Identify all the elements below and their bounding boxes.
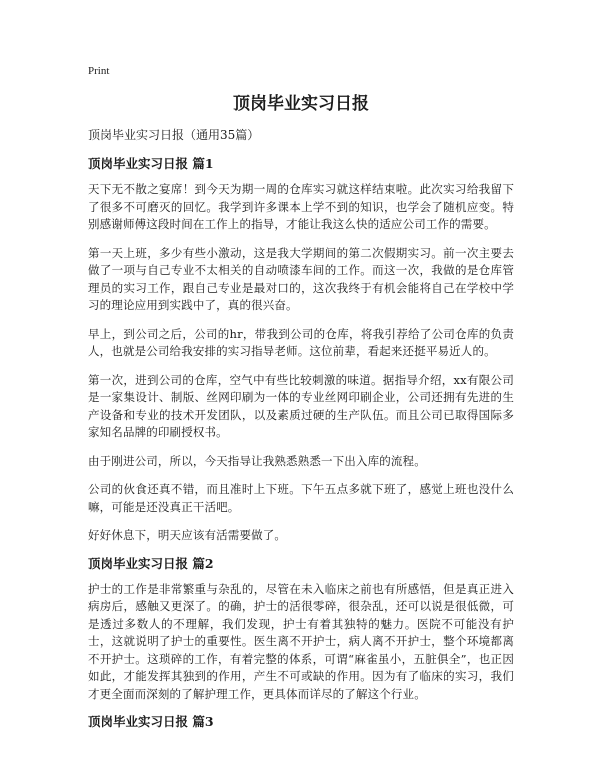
section-1 [88, 156, 514, 545]
paragraph: 好好休息下，明天应该有活需要做了。 [88, 528, 287, 542]
print-link[interactable]: Print [88, 65, 110, 77]
section-heading: 顶岗毕业实习日报 篇3 [88, 714, 214, 729]
paragraph: 护士的工作是非常繁重与杂乱的，尽管在未入临床之前也有所感悟，但是真正进入病房后，感触又更深了。的确，护士的活很零碎，很杂乱，还可以说是很低微，可是透过多数人的不理解，我们发现，护士有着其独特的魅力。医院不可能没有护士，这就说明了护士的重要性。医生离不开护士，病人离不开护士，整个环境都离不开护士。这琐碎的工作，有着完整的体系，可谓“麻雀虽小，五脏俱全”，也正因如此，才能发挥其独到的作用，产生不可或缺的作用。因为有了临床的实习，我们才更全面而深刻的了解护理工作，更具体而详尽的了解这个行业。 [88, 581, 514, 701]
document-page [88, 64, 514, 739]
paragraph: 第一次，进到公司的仓库，空气中有些比较刺激的味道。据指导介绍，xx有限公司是一家集设计、制版、丝网印刷为一体的专业丝网印刷企业，公司还拥有先进的生产设备和专业的技术开发团队，以及素质过硬的生产队伍。而且公司已取得国际多家知名品牌的印刷授权书。 [88, 372, 514, 439]
document-title: 顶岗毕业实习日报 [233, 94, 369, 114]
section-heading: 顶岗毕业实习日报 篇2 [88, 555, 214, 571]
section-3 [88, 714, 514, 730]
section-2 [88, 556, 514, 704]
document-subtitle: 顶岗毕业实习日报（通用35篇） [88, 128, 260, 142]
paragraph: 天下无不散之宴席！到今天为期一周的仓库实习就这样结束啦。此次实习给我留下了很多不可磨灭的回忆。我学到许多课本上学不到的知识，也学会了随机应变。特别感谢师傅这段时间在工作上的指导，才能让我这么快的适应公司工作的需要。 [88, 182, 514, 231]
paragraph: 由于刚进公司，所以，今天指导让我熟悉熟悉一下出入库的流程。 [88, 453, 426, 468]
paragraph: 早上，到公司之后，公司的hr，带我到公司的仓库，将我引荐给了公司仓库的负责人，也就是公司给我安排的实习指导老师。这位前辈，看起来还挺平易近人的。 [88, 326, 514, 358]
paragraph: 第一天上班，多少有些小激动，这是我大学期间的第二次假期实习。前一次主要去做了一项与自己专业不太相关的自动喷漆车间的工作。而这一次，我做的是仓库管理员的实习工作，跟自己专业是最对口的，这次我终于有机会能将自己在学校中学习的理论应用到实践中了，真的很兴奋。 [88, 245, 514, 312]
section-heading: 顶岗毕业实习日报 篇1 [88, 156, 214, 171]
paragraph: 公司的伙食还真不错，而且准时上下班。下午五点多就下班了，感觉上班也没什么嘛，可能是还没真正干活吧。 [88, 482, 514, 514]
